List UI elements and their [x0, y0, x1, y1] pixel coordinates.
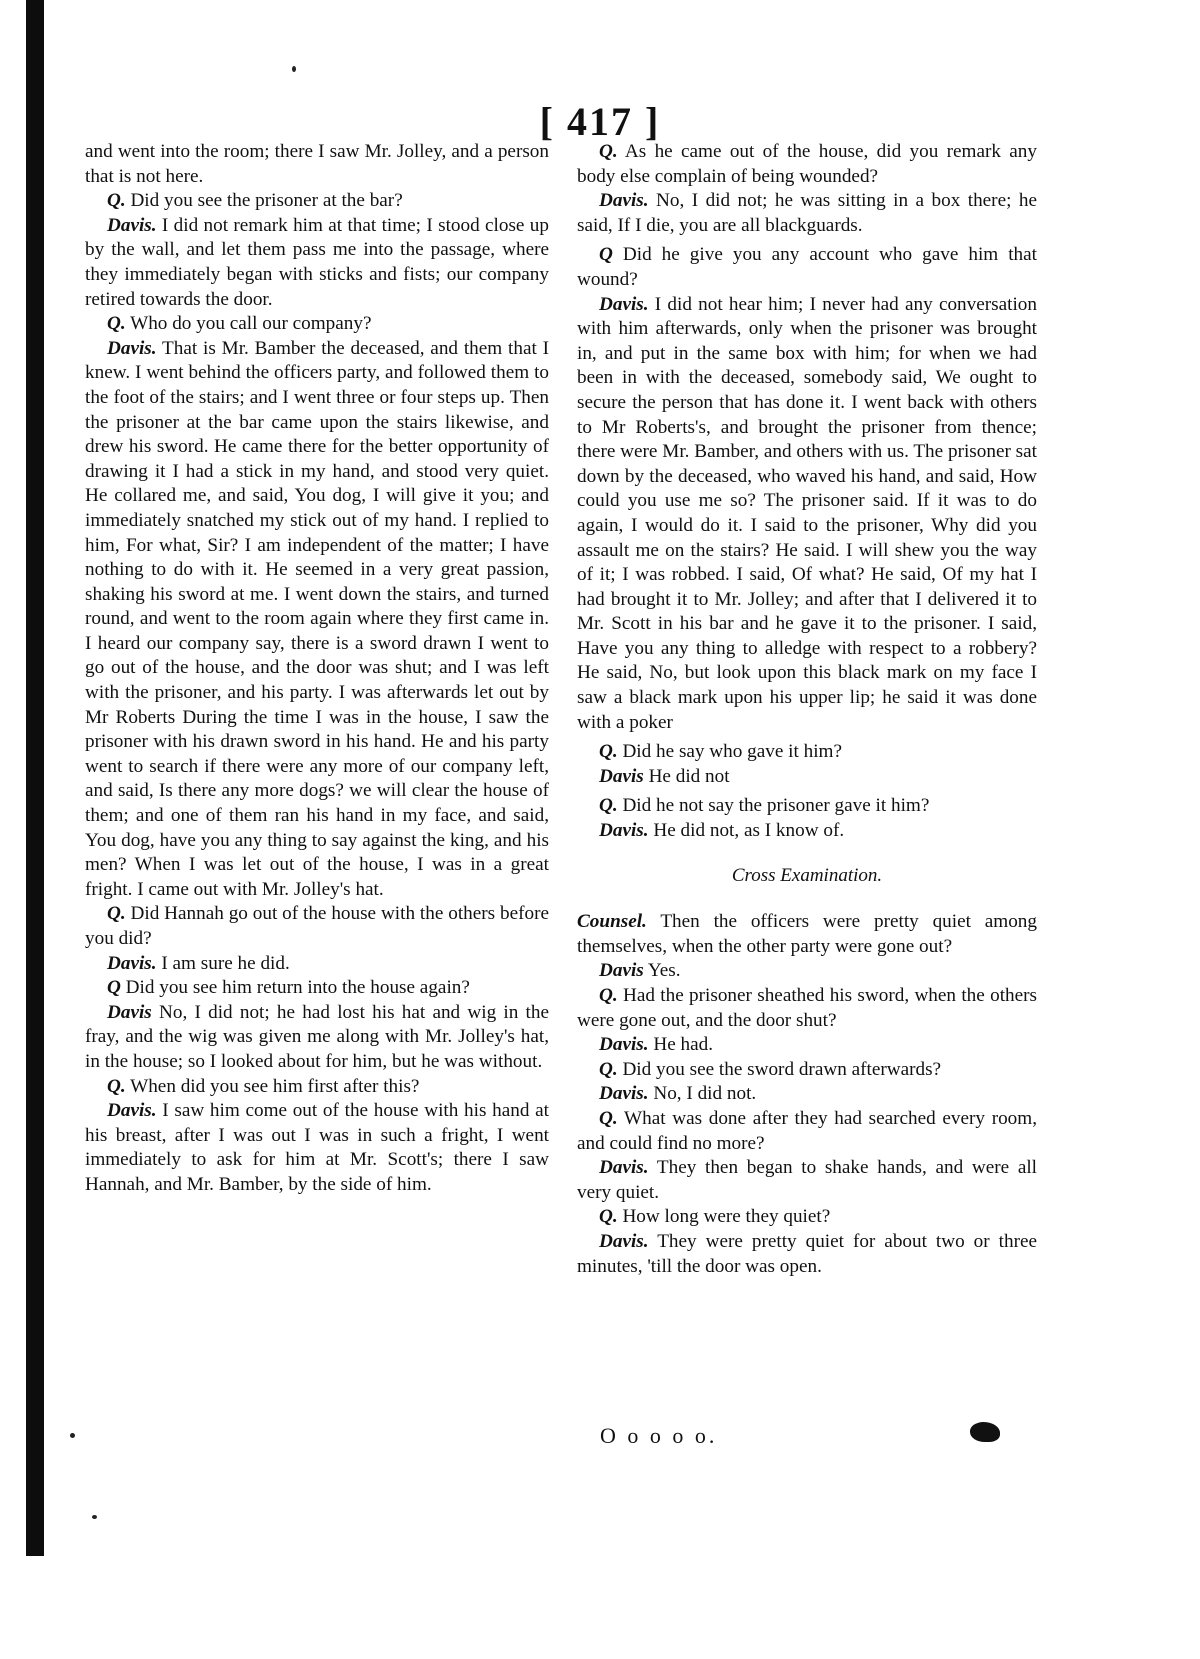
testimony-text: Did he give you any account who gave him that wound?	[577, 244, 1037, 290]
ink-speck	[92, 1515, 97, 1519]
speaker-label: Davis.	[599, 1157, 649, 1179]
testimony-text: Did you see the sword drawn afterwards?	[617, 1058, 942, 1080]
speaker-label: Q.	[107, 313, 126, 335]
speaker-label: Davis.	[107, 1100, 157, 1122]
testimony-paragraph	[85, 312, 549, 337]
testimony-text: No, I did not; he was sitting in a box there; he said, If I die, you are all blackguards.	[577, 190, 1037, 236]
right-column	[577, 140, 1037, 1279]
testimony-text: I did not remark him at that time; I stood close up by the wall, and let them pass me into the passage, where they immediately began with sticks and fists; our company retired towards the door.	[85, 214, 549, 310]
speaker-label: Counsel.	[577, 911, 647, 933]
testimony-text: I saw him come out of the house with his hand at his breast, after I was out I was in such a fright, I went immediately to ask for him at Mr. Scott's; there I saw Hannah, and Mr. Bamber, by the side of him.	[85, 1100, 549, 1195]
testimony-text: No, I did not.	[648, 1083, 757, 1105]
speaker-label: Q.	[107, 903, 126, 925]
testimony-text: Did you see him return into the house again?	[120, 977, 470, 999]
speaker-label: Davis	[107, 1001, 152, 1023]
testimony-text: Did he say who gave it him?	[617, 741, 842, 763]
testimony-text: Had the prisoner sheathed his sword, when the others were gone out, and the door shut?	[577, 985, 1037, 1031]
testimony-text: They were pretty quiet for about two or three minutes, 'till the door was open.	[577, 1230, 1037, 1277]
cross-examination-testimony	[577, 910, 1037, 1279]
testimony-text: As he came out of the house, did you remark any body else complain of being wounded?	[577, 141, 1037, 187]
speaker-label: Q.	[599, 741, 618, 763]
testimony-text: He had.	[648, 1034, 714, 1056]
testimony-text: I am sure he did.	[156, 952, 290, 974]
testimony-text: They then began to shake hands, and were all very quiet.	[577, 1157, 1037, 1203]
testimony-paragraph	[577, 243, 1037, 292]
speaker-label: Q.	[599, 1206, 618, 1228]
speaker-label: Davis	[599, 765, 644, 787]
testimony-paragraph	[85, 189, 549, 214]
testimony-text: That is Mr. Bamber the deceased, and them that I knew. I went behind the officers party, and followed them to the foot of the stairs; and I went three or four steps up. Then the prisoner at the bar came upon the stairs likewise, and drew his sword. He came there for the better opportunity of drawing it I had a stick in my hand, and stood very quiet. He collared me, and said, You dog, I will give it you; and immediately snatched my stick out of my hand. I replied to him, For what, Sir? I am independent of the matter; I have nothing to do with it. He seemed in a very great passion, shaking his sword at me. I went down the stairs, and turned round, and went to the room again where they first came in. I heard our company say, there is a sword drawn I went to go out of the house, and the door was shut; and I was left with the prisoner, and his party. I was afterwards let out by Mr Roberts During the time I was in the house, I saw the prisoner with his drawn sword in his hand. He and his party went to search if there were any more of our company left, and said, Is there any more dogs? we will clear the house of them; and one of them ran his hand in my face, and said, You dog, have you any thing to say against the king, and his men? When I was let out of the house, I was in a great fright. I came out with Mr. Jolley's hat.	[85, 337, 549, 900]
testimony-paragraph	[85, 214, 549, 312]
ink-blot	[970, 1422, 1000, 1442]
testimony-paragraph	[577, 959, 1037, 984]
testimony-paragraph	[85, 337, 549, 903]
book-binding-edge	[26, 0, 44, 1556]
testimony-text: and went into the room; there I saw Mr. Jolley, and a person that is not here.	[85, 141, 549, 187]
testimony-paragraph	[85, 976, 549, 1001]
cross-examination-heading: Cross Examination.	[731, 864, 883, 886]
left-column	[85, 140, 549, 1198]
testimony-paragraph	[577, 189, 1037, 238]
testimony-paragraph	[577, 1033, 1037, 1058]
speaker-label: Q.	[107, 1075, 126, 1097]
ink-speck	[70, 1433, 75, 1438]
testimony-paragraph	[85, 902, 549, 951]
speaker-label: Davis.	[599, 293, 649, 315]
testimony-paragraph	[577, 1205, 1037, 1230]
testimony-paragraph	[577, 1156, 1037, 1205]
testimony-text: Who do you call our company?	[125, 313, 372, 335]
testimony-paragraph	[85, 1099, 549, 1197]
testimony-text: I did not hear him; I never had any conversation with him afterwards, only when the prisoner was brought in, and put in the same box with him; for when we had been in with the deceased, somebody said, We ought to secure the person that has done it. I went back with others to Mr Roberts's, and brought the prisoner from thence; there were Mr. Bamber, and others with us. The prisoner sat down by the deceased, who waved his hand, and said, How could you use me so? The prisoner said. If it was to do again, I would do it. I said to the prisoner, Why did you assault me on the stairs? He said. I will shew you the way of it; I was robbed. I said, Of what? He said, Of my hat I had brought it to Mr. Jolley; and after that I delivered it to Mr. Scott in his bar and he gave it to the prisoner. I said, Have you any thing to alledge with respect to a robbery? He said, No, but look upon this black mark on my face I saw a black mark upon his upper lip; he said it was done with a poker	[577, 293, 1037, 733]
testimony-text: Did Hannah go out of the house with the others before you did?	[85, 903, 549, 949]
testimony-paragraph	[577, 1082, 1037, 1107]
testimony-text: He did not	[643, 765, 730, 787]
testimony-text: Did he not say the prisoner gave it him?	[617, 795, 930, 817]
speaker-label: Q.	[599, 141, 618, 162]
testimony-text: He did not, as I know of.	[648, 820, 845, 842]
speaker-label: Q.	[599, 1058, 618, 1080]
testimony-text: Did you see the prisoner at the bar?	[125, 190, 403, 212]
testimony-paragraph	[85, 1001, 549, 1075]
testimony-paragraph	[577, 984, 1037, 1033]
testimony-text: Yes.	[643, 960, 681, 982]
testimony-paragraph	[577, 794, 1037, 819]
testimony-paragraph	[577, 1107, 1037, 1156]
speaker-label: Q	[107, 977, 121, 999]
testimony-paragraph	[577, 1058, 1037, 1083]
speaker-label: Davis.	[107, 952, 157, 974]
testimony-paragraph	[577, 140, 1037, 189]
speaker-label: Davis.	[599, 1230, 649, 1252]
speaker-label: Davis.	[599, 190, 649, 212]
speaker-label: Davis.	[107, 214, 157, 236]
speaker-label: Davis.	[107, 337, 157, 359]
speaker-label: Q.	[599, 1107, 618, 1129]
speaker-label: Q.	[599, 985, 618, 1006]
catchword: O o o o o.	[600, 1423, 718, 1448]
page-number: [ 417 ]	[539, 99, 661, 144]
testimony-paragraph	[577, 910, 1037, 959]
testimony-paragraph	[577, 740, 1037, 765]
testimony-text: What was done after they had searched every room, and could find no more?	[577, 1107, 1037, 1154]
testimony-text: No, I did not; he had lost his hat and wig in the fray, and the wig was given me along with Mr. Jolley's hat, in the house; so I looked about for him, but he was without.	[85, 1001, 549, 1072]
right-column-testimony	[577, 140, 1037, 844]
testimony-paragraph	[577, 819, 1037, 844]
testimony-paragraph	[577, 765, 1037, 790]
speaker-label: Davis	[599, 960, 644, 982]
testimony-paragraph	[577, 1230, 1037, 1279]
speaker-label: Davis.	[599, 1034, 649, 1056]
speaker-label: Q	[599, 244, 613, 266]
testimony-paragraph	[85, 140, 549, 189]
speaker-label: Davis.	[599, 820, 649, 842]
testimony-text: When did you see him first after this?	[125, 1075, 420, 1097]
testimony-text: Then the officers were pretty quiet among themselves, when the other party were gone out?	[577, 911, 1037, 957]
testimony-paragraph	[85, 952, 549, 977]
speaker-label: Davis.	[599, 1083, 649, 1105]
speaker-label: Q.	[107, 190, 126, 212]
ink-speck	[292, 66, 296, 72]
testimony-paragraph	[85, 1075, 549, 1100]
testimony-paragraph	[577, 293, 1037, 736]
testimony-text: How long were they quiet?	[617, 1206, 831, 1228]
speaker-label: Q.	[599, 795, 618, 817]
